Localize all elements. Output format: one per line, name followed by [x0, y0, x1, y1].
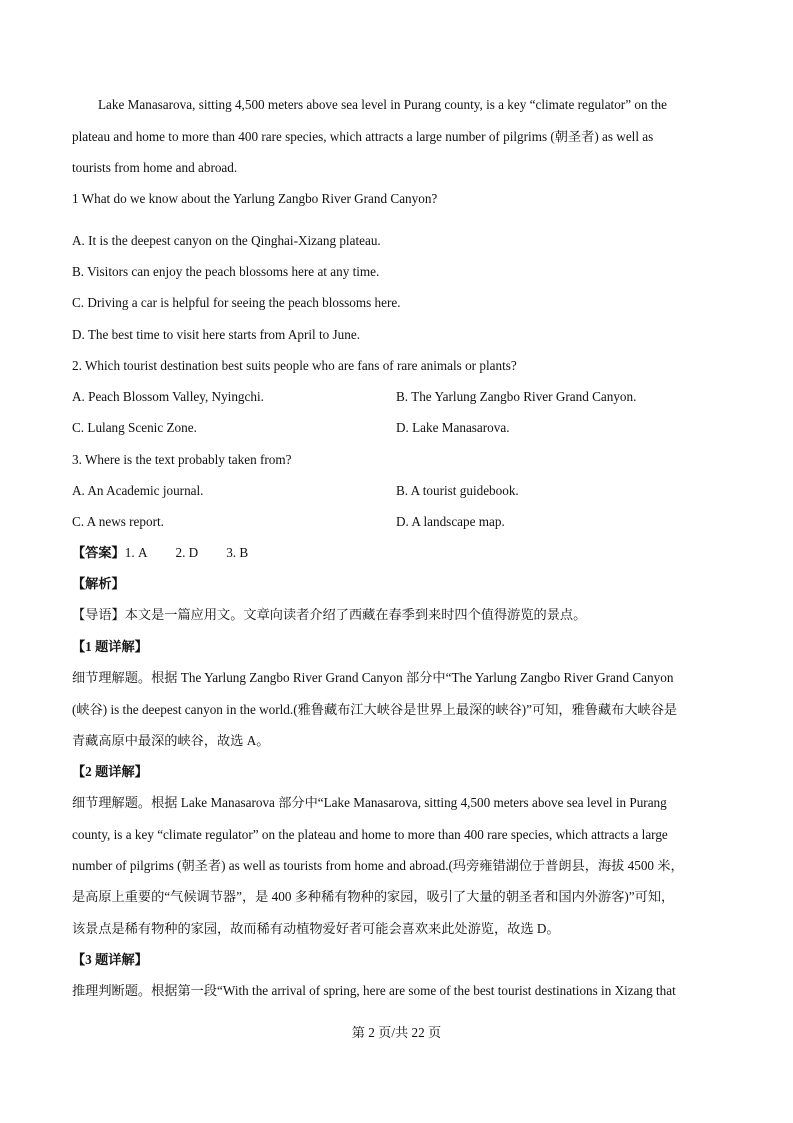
question-3-option-d: D. A landscape map.	[396, 514, 505, 529]
detail-2-line-3: number of pilgrims (朝圣者) as well as tourists from home and abroad.(玛旁雍错湖位于普朗县，海拔 4500 米，	[72, 858, 684, 873]
detail-2-line-4: 是高原上重要的“气候调节器”，是 400 多种稀有物种的家园，吸引了大量的朝圣者和国内外游客)”可知，	[72, 889, 675, 904]
passage-line-1: Lake Manasarova, sitting 4,500 meters above sea level in Purang county, is a key “climate regulator” on the	[98, 97, 667, 112]
detail-2-line-1: 细节理解题。根据 Lake Manasarova 部分中“Lake Manasarova, sitting 4,500 meters above sea level in Purang	[72, 795, 667, 810]
question-2-option-d: D. Lake Manasarova.	[396, 420, 510, 435]
detail-2-line-2: county, is a key “climate regulator” on the plateau and home to more than 400 rare species, which attracts a large	[72, 827, 668, 842]
detail-2-line-5: 该景点是稀有物种的家园，故而稀有动植物爱好者可能会喜欢来此处游览，故选 D。	[72, 921, 560, 936]
question-1-option-d: D. The best time to visit here starts from April to June.	[72, 327, 361, 342]
answer-line	[72, 544, 732, 562]
question-1-option-a: A. It is the deepest canyon on the Qinghai-Xizang plateau.	[72, 233, 381, 248]
answer-item-3: 3. B	[226, 545, 249, 560]
answer-item-1: 1. A	[124, 545, 148, 560]
analysis-heading: 【解析】	[72, 576, 125, 591]
analysis-intro: 【导语】本文是一篇应用文。文章向读者介绍了西藏在春季到来时四个值得游览的景点。	[72, 607, 587, 622]
detail-3-line-1: 推理判断题。根据第一段“With the arrival of spring, here are some of the best tourist destinations in Xizang that	[72, 983, 676, 998]
question-1-option-c: C. Driving a car is helpful for seeing the peach blossoms here.	[72, 295, 401, 310]
passage-line-2: plateau and home to more than 400 rare species, which attracts a large number of pilgrims (朝圣者) as well as	[72, 129, 654, 144]
detail-1-line-1: 细节理解题。根据 The Yarlung Zangbo River Grand Canyon 部分中“The Yarlung Zangbo River Grand Canyon	[72, 670, 674, 685]
detail-1-line-3: 青藏高原中最深的峡谷，故选 A。	[72, 733, 270, 748]
question-3-option-b: B. A tourist guidebook.	[396, 483, 519, 498]
question-2-option-a: A. Peach Blossom Valley, Nyingchi.	[72, 389, 264, 404]
question-1-stem: 1 What do we know about the Yarlung Zangbo River Grand Canyon?	[72, 191, 438, 206]
question-2-stem: 2. Which tourist destination best suits people who are fans of rare animals or plants?	[72, 358, 517, 373]
question-2-option-c: C. Lulang Scenic Zone.	[72, 420, 197, 435]
detail-1-line-2: (峡谷) is the deepest canyon in the world.(雅鲁藏布江大峡谷是世界上最深的峡谷)”可知，雅鲁藏布大峡谷是	[72, 702, 678, 717]
question-2-option-b: B. The Yarlung Zangbo River Grand Canyon.	[396, 389, 637, 404]
detail-1-heading: 【1 题详解】	[72, 639, 148, 654]
detail-3-heading: 【3 题详解】	[72, 952, 148, 967]
question-3-stem: 3. Where is the text probably taken from?	[72, 452, 292, 467]
question-1-option-b: B. Visitors can enjoy the peach blossoms here at any time.	[72, 264, 380, 279]
question-3-option-a: A. An Academic journal.	[72, 483, 204, 498]
detail-2-heading: 【2 题详解】	[72, 764, 148, 779]
answer-item-2: 2. D	[175, 545, 199, 560]
answer-label: 【答案】	[72, 545, 125, 560]
passage-line-3: tourists from home and abroad.	[72, 160, 238, 175]
question-3-option-c: C. A news report.	[72, 514, 164, 529]
page-number-footer: 第 2 页/共 22 页	[351, 1025, 442, 1040]
